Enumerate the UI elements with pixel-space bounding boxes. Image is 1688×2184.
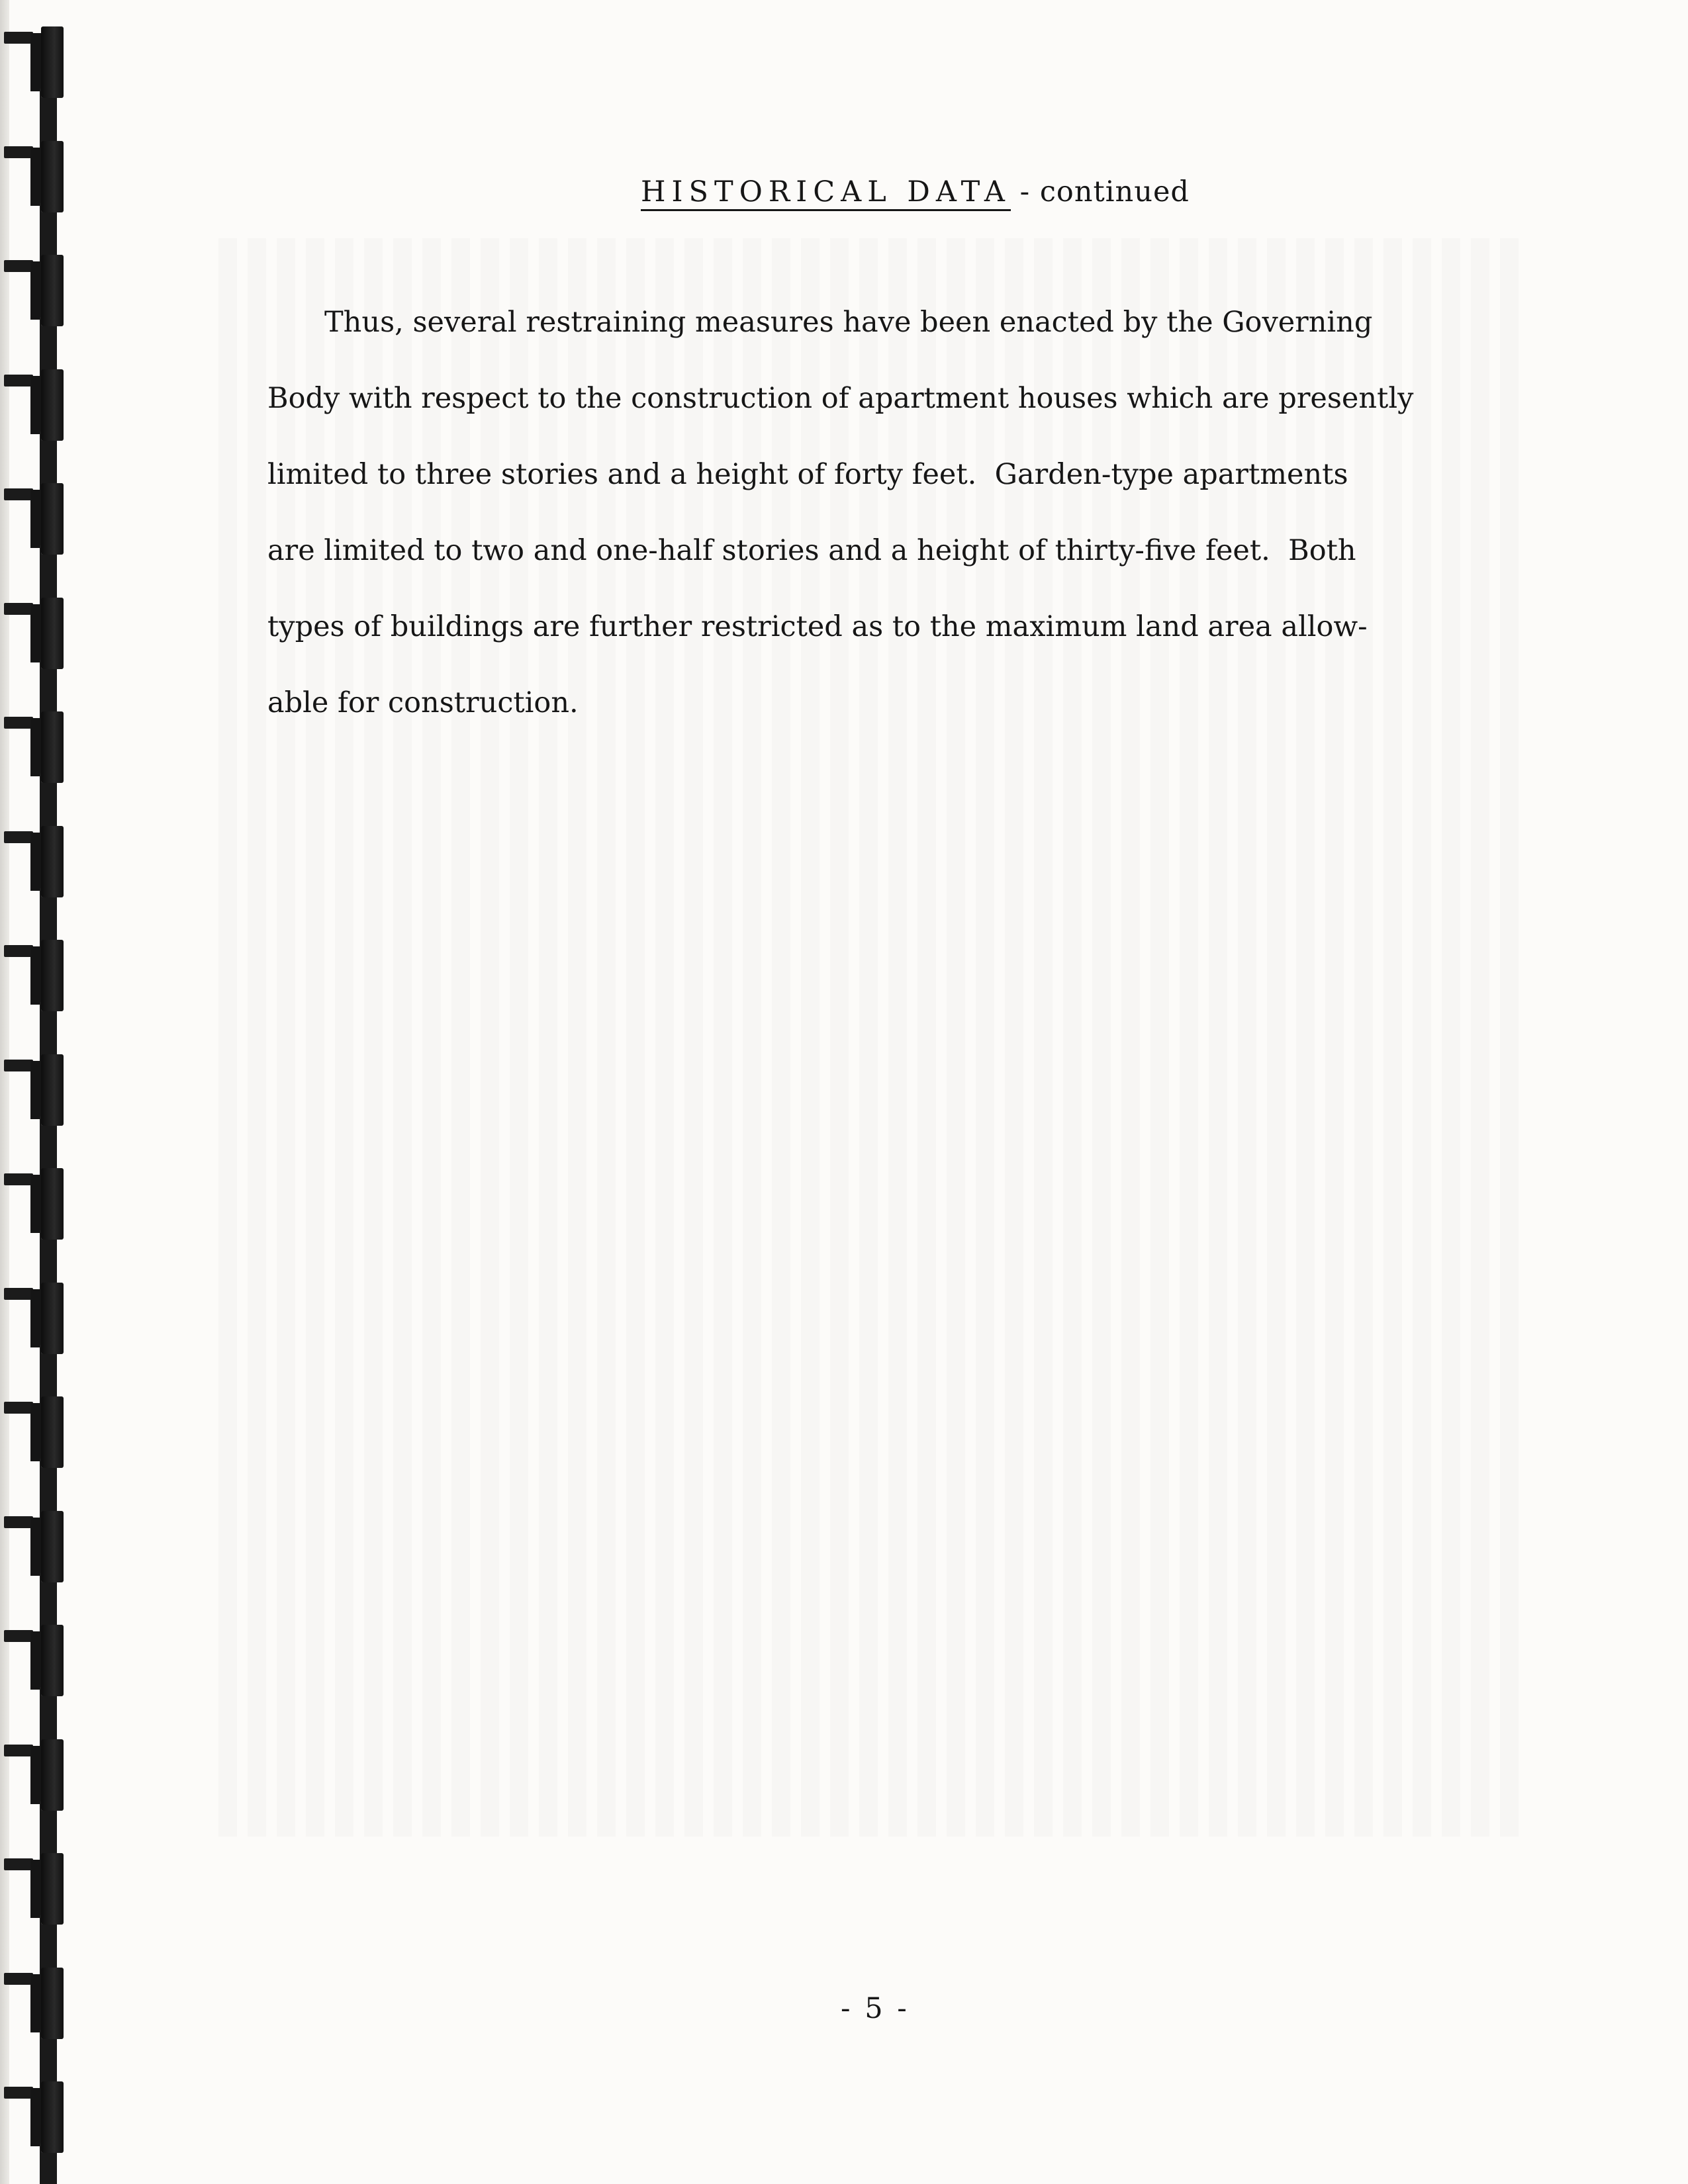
paragraph-line: able for construction. [267,686,579,719]
header-suffix: - continued [1019,175,1190,208]
binding-coil [4,141,65,212]
binding-coil [4,1283,65,1354]
header-title: HISTORICAL DATA [641,175,1011,208]
binding-coil [4,255,65,326]
binding-coil [4,1968,65,2039]
binding-coil [4,711,65,783]
binding-coil [4,598,65,669]
binding-coil [4,1853,65,1925]
binding-coil [4,2081,65,2153]
binding-coil [4,1511,65,1582]
binding-coil [4,369,65,441]
binding-coil [4,483,65,555]
page-number: - 5 - [841,1992,910,2025]
binding-coil [4,940,65,1011]
body-paragraph [267,285,1585,741]
binding-coil [4,1625,65,1696]
paragraph-line: Thus, several restraining measures have been enacted by the Governing [324,306,1373,339]
binding-coil [4,826,65,897]
paragraph-line: are limited to two and one-half stories and a height of thirty-five feet. Both [267,534,1356,567]
binding-coil [4,1739,65,1811]
binding-coil [4,1054,65,1126]
binding-coil [4,1168,65,1240]
paragraph-line: limited to three stories and a height of forty feet. Garden-type apartments [267,458,1348,491]
paragraph-line: Body with respect to the construction of apartment houses which are presently [267,382,1414,415]
section-header [641,175,1190,208]
binding-coil [4,26,65,98]
paragraph-line: types of buildings are further restricted as to the maximum land area allow- [267,610,1368,643]
binding-coil [4,1396,65,1468]
spiral-binding [0,0,73,2184]
